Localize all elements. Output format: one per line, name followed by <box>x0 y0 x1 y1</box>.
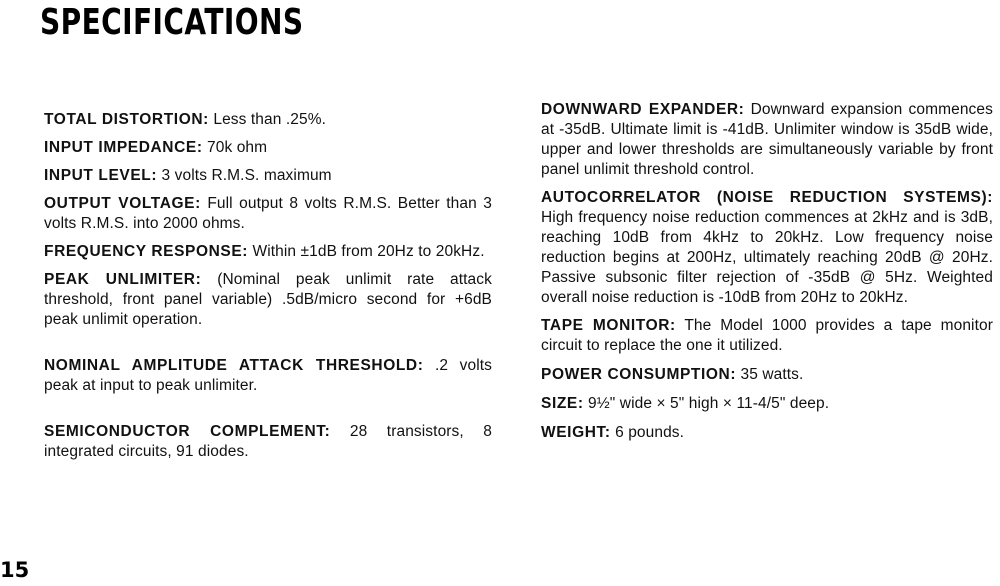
page-number: 15 <box>0 558 30 582</box>
spec-value: 3 volts R.M.S. maximum <box>161 167 332 184</box>
spec-value: Less than .25%. <box>213 111 327 128</box>
spec-label: AUTOCORRELATOR (NOISE REDUCTION SYSTEMS): <box>541 189 993 206</box>
spec-label: INPUT LEVEL: <box>44 167 158 184</box>
spec-label: DOWNWARD EXPANDER: <box>541 101 745 118</box>
spec-value: .2 volts peak at input to peak unlimiter. <box>44 357 492 394</box>
spec-value: 70k ohm <box>207 139 268 156</box>
spec-label: SEMICONDUCTOR COMPLEMENT: <box>44 423 331 440</box>
spec-value: 6 pounds. <box>615 424 685 441</box>
spec-peak-unlimiter <box>44 270 492 330</box>
spec-frequency-response <box>44 242 492 262</box>
specs-right-column <box>541 100 993 443</box>
spec-value: 9½" wide × 5" high × 11-4/5" deep. <box>588 395 830 412</box>
spec-label: SIZE: <box>541 395 584 412</box>
spec-label: WEIGHT: <box>541 424 611 441</box>
spec-downward-expander <box>541 100 993 180</box>
spec-label: OUTPUT VOLTAGE: <box>44 195 201 212</box>
spec-value: 28 transistors, 8 integrated circuits, 91 diodes. <box>44 423 492 460</box>
spec-value: The Model 1000 provides a tape monitor circuit to replace the one it utilized. <box>541 317 993 354</box>
spec-power-consumption <box>541 365 993 385</box>
spec-weight <box>541 423 993 443</box>
spec-semiconductor-complement <box>44 422 492 462</box>
spec-tape-monitor <box>541 316 993 356</box>
spec-label: POWER CONSUMPTION: <box>541 366 737 383</box>
spec-value: Full output 8 volts R.M.S. Better than 3 volts R.M.S. into 2000 ohms. <box>44 195 492 232</box>
spec-autocorrelator <box>541 188 993 308</box>
spec-label: PEAK UNLIMITER: <box>44 271 202 288</box>
spec-label: FREQUENCY RESPONSE: <box>44 243 249 260</box>
spec-total-distortion <box>44 110 492 130</box>
spec-input-impedance <box>44 138 492 158</box>
specs-left-column <box>44 110 492 462</box>
spec-value: 35 watts. <box>740 366 804 383</box>
spec-value: Within ±1dB from 20Hz to 20kHz. <box>252 243 485 260</box>
spec-output-voltage <box>44 194 492 234</box>
spec-input-level <box>44 166 492 186</box>
spec-value: High frequency noise reduction commences at 2kHz and is 3dB, reaching 10dB from 4kHz to 20kHz. Low frequency noise reduction begins at 200Hz, ultimately reaching 20dB @ 20Hz. Passive subsonic filter rejection of -35dB @ 5Hz. Weighted overall noise reduction is -10dB from 20Hz to 20kHz. <box>541 209 993 306</box>
page-title: SPECIFICATIONS <box>40 2 304 43</box>
spec-value: Downward expansion commences at -35dB. Ultimate limit is -41dB. Unlimiter window is 35dB wide, upper and lower thresholds are simultaneously variable by front panel unlimit threshold control. <box>541 101 993 178</box>
spec-nominal-amplitude-attack-threshold <box>44 356 492 396</box>
spec-size <box>541 394 993 414</box>
spec-label: TAPE MONITOR: <box>541 317 676 334</box>
spec-label: TOTAL DISTORTION: <box>44 111 209 128</box>
spec-value: (Nominal peak unlimit rate attack threshold, front panel variable) .5dB/micro second for +6dB peak unlimit operation. <box>44 271 492 328</box>
spec-label: NOMINAL AMPLITUDE ATTACK THRESHOLD: <box>44 357 424 374</box>
spec-label: INPUT IMPEDANCE: <box>44 139 203 156</box>
